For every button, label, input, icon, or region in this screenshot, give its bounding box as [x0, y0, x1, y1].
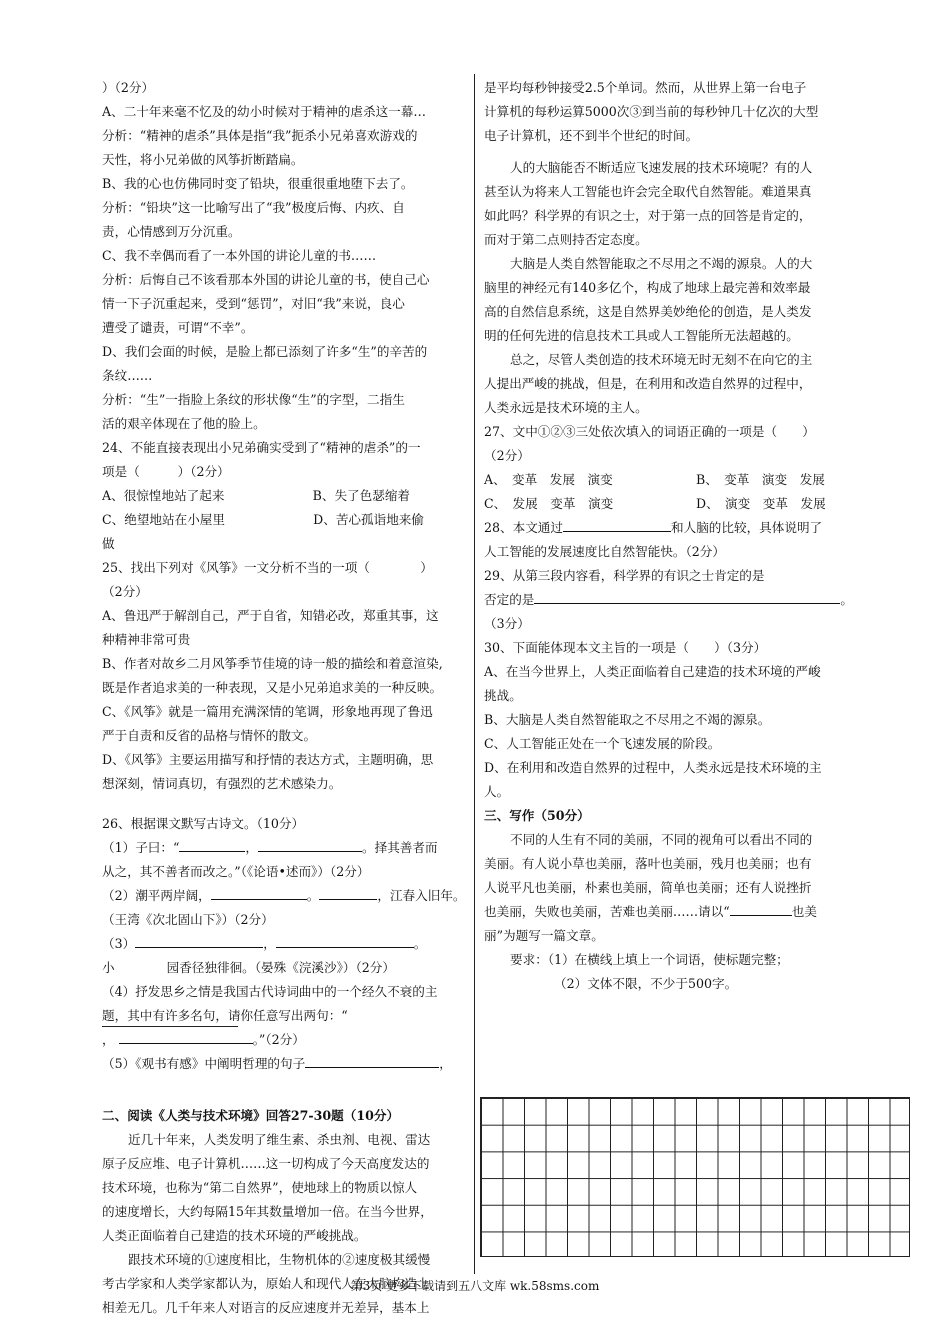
text-span: ， [245, 840, 259, 855]
question-30: 30、下面能体现本文主旨的一项是（ ）（3分） [484, 640, 767, 655]
option-a: A、在当今世界上，人类正面临着自己建造的技术环境的严峻 [484, 664, 821, 679]
text-span: 。”（2分） [252, 1032, 305, 1047]
text-line: 遭受了谴责，可谓“不幸”。 [102, 320, 254, 335]
text-line: 大脑是人类自然智能取之不尽用之不竭的源泉。人的大 [510, 256, 813, 271]
poem-line-2: 从之，其不善者而改之。”（《论语•述而》）（2分） [102, 864, 370, 879]
text-line: 挑战。 [484, 688, 522, 703]
column-divider [474, 74, 475, 1274]
text-line: 分析：“生”一指脸上条纹的形状像“生”的字型，二指生 [102, 392, 405, 407]
blank[interactable] [258, 837, 362, 852]
option-d: D、 演变 变革 发展 [696, 496, 826, 511]
writing-grid[interactable] [480, 1097, 910, 1257]
requirement-2: （2）文体不限，不少于500字。 [554, 976, 738, 991]
text-line: 而对于第二点则持否定态度。 [484, 232, 648, 247]
text-line: 脑里的神经元有140多亿个，构成了地球上最完善和效率最 [484, 280, 811, 295]
text-span: 小 [102, 960, 115, 975]
text-line: 分析：“铅块”这一比喻写出了“我”极度后悔、内疚、自 [102, 200, 405, 215]
text-line: 原子反应堆、电子计算机……这一切构成了今天高度发达的 [102, 1156, 430, 1171]
text-span: 。 [306, 888, 320, 903]
text-line: 责，心情感到万分沉重。 [102, 224, 241, 239]
text-line: 跟技术环境的①速度相比，生物机体的②速度极其缓慢 [128, 1252, 431, 1267]
text-line: 种精神非常可贵 [102, 632, 191, 647]
poem-line-1 [102, 836, 464, 860]
text-line: （2分） [484, 448, 530, 463]
text-line: A、鲁迅严于解剖自己，严于自省，知错必改，郑重其事，这 [102, 608, 439, 623]
left-column [102, 76, 464, 1320]
text-span: （2）潮平两岸阔， [102, 888, 211, 903]
blank[interactable] [135, 933, 263, 948]
text-line: 人说平凡也美丽，朴素也美丽，简单也美丽；还有人说挫折 [484, 880, 812, 895]
text-line: （3分） [484, 616, 530, 631]
text-span: ， [102, 1032, 115, 1047]
option-b: B、 变革 演变 发展 [696, 472, 825, 487]
text-span: （5）《观书有感》中阐明哲理的句子 [102, 1056, 306, 1071]
text-span: 。择其善者而 [362, 840, 438, 855]
option-d: D、在利用和改造自然界的过程中，人类永远是技术环境的主 [484, 760, 822, 775]
text-line [484, 588, 853, 612]
text-line: 明的任何先进的信息技术工具或人工智能所无法超越的。 [484, 328, 799, 343]
text-span: 。 [840, 592, 853, 607]
text-span: 28、本文通过 [484, 520, 563, 535]
text-span: 也美 [791, 904, 817, 919]
text-span: （1）子曰：“ [102, 840, 180, 855]
text-line: 人提出严峻的挑战，但是，在利用和改造自然界的过程中， [484, 376, 812, 391]
text-line: B、作者对故乡二月风筝季节佳境的诗一般的描绘和着意渲染, [102, 656, 443, 671]
option-b: B、大脑是人类自然智能取之不尽用之不竭的源泉。 [484, 712, 771, 727]
text-line: 是平均每秒钟接受2.5个单词。然而，从世界上第一台电子 [484, 80, 807, 95]
blank[interactable] [179, 837, 245, 852]
text-line: D、《风筝》主要运用描写和抒情的表达方式，主题明确，思 [102, 752, 434, 767]
text-line: ）（2分） [102, 80, 155, 95]
text-line: 人工智能的发展速度比自然智能快。（2分） [484, 544, 725, 559]
text-line: 人。 [484, 784, 510, 799]
separator-rule [102, 1026, 238, 1027]
blank[interactable] [305, 1053, 439, 1068]
text-line: C、我不幸偶而看了一本外国的讲论儿童的书…… [102, 248, 377, 263]
question-27: 27、文中①②③三处依次填入的词语正确的一项是（ ） [484, 424, 815, 439]
option-line: A、很惊惶地站了起来 B、失了色瑟缩着 [102, 488, 411, 503]
text-line: 分析：后悔自己不该看那本外国的讲论儿童的书，使自己心 [102, 272, 430, 287]
text-line: 人的大脑能否不断适应飞速发展的技术环境呢？有的人 [510, 160, 813, 175]
text-line: A、二十年来毫不忆及的幼小时候对于精神的虐杀这一幕… [102, 104, 426, 119]
text-line: 分析：“精神的虐杀”具体是指“我”扼杀小兄弟喜欢游戏的 [102, 128, 418, 143]
text-span: ， [439, 1056, 452, 1071]
option-line [484, 468, 850, 492]
option-c: C、 发展 变革 演变 [484, 496, 614, 511]
poem-line-4: （王湾《次北固山下》）（2分） [102, 912, 274, 927]
text-line: 总之，尽管人类创造的技术环境无时无刻不在向它的主 [510, 352, 813, 367]
text-line: 情一下子沉重起来，受到“惩罚”，对旧“我”来说，良心 [102, 296, 405, 311]
text-line: 丽”为题写一篇文章。 [484, 928, 604, 943]
question-25: 25、找出下列对《风筝》一文分析不当的一项（ ） [102, 560, 433, 575]
text-line: 近几十年来，人类发明了维生素、杀虫剂、电视、雷达 [128, 1132, 431, 1147]
page-footer: 第3页 更多下载请到五八文库 wk.58sms.com [350, 1279, 600, 1293]
poem-line-7: （4）抒发思乡之情是我国古代诗词曲中的一个经久不衰的主 [102, 984, 438, 999]
text-span: 和人脑的比较，具体说明了 [671, 520, 823, 535]
text-line: 做 [102, 536, 115, 551]
text-line: 相差无几。几千年来人对语言的反应速度并无差异，基本上 [102, 1300, 430, 1315]
poem-line-3 [102, 884, 464, 908]
text-span: 。 [413, 936, 427, 951]
text-span: 否定的是 [484, 592, 535, 607]
text-line: 条纹…… [102, 368, 153, 383]
blank[interactable] [563, 517, 671, 532]
text-line: B、我的心也仿佛同时变了铅块，很重很重地堕下去了。 [102, 176, 414, 191]
text-line: C、《风筝》就是一篇用充满深情的笔调，形象地再现了鲁迅 [102, 704, 433, 719]
poem-line-10 [102, 1052, 464, 1076]
option-c: C、人工智能正处在一个飞速发展的阶段。 [484, 736, 721, 751]
text-line: 的速度增长，大约每隔15年其数量增加一倍。在当今世界， [102, 1204, 433, 1219]
poem-line-5 [102, 932, 464, 956]
text-line: 甚至认为将来人工智能也许会完全取代自然智能。难道果真 [484, 184, 812, 199]
question-28 [484, 516, 850, 540]
poem-line-6 [102, 956, 464, 980]
text-line: 活的艰辛体现在了他的脸上。 [102, 416, 266, 431]
text-line: 美丽。有人说小草也美丽，落叶也美丽，残月也美丽；也有 [484, 856, 812, 871]
text-line: 计算机的每秒运算5000次③到当前的每秒钟几十亿次的大型 [484, 104, 819, 119]
title-blank[interactable] [730, 901, 792, 916]
option-a: A、 变革 发展 演变 [484, 472, 613, 487]
text-span: 园香径独徘徊。（晏殊《浣溪沙》）（2分） [166, 960, 395, 975]
poem-line-9 [102, 1028, 464, 1052]
text-line: D、我们会面的时候，是脸上都已添刻了许多“生”的辛苦的 [102, 344, 428, 359]
blank[interactable] [276, 933, 414, 948]
text-line: 技术环境，也称为“第二自然界”，使地球上的物质以惊人 [102, 1180, 418, 1195]
right-column [484, 76, 853, 996]
text-span: 也美丽，失败也美丽，苦难也美丽……请以“ [484, 904, 730, 919]
text-line: 考古学家和人类学家都认为，原始人和现代人在大脑构造上 [102, 1276, 430, 1291]
text-line: 如此吗？科学界的有识之士，对于第一点的回答是肯定的， [484, 208, 812, 223]
text-line: 人类永远是技术环境的主人。 [484, 400, 648, 415]
text-span: （3） [102, 936, 136, 951]
text-line: 想深刻，情词真切，有强烈的艺术感染力。 [102, 776, 342, 791]
text-line [484, 900, 850, 924]
text-line: 天性，将小兄弟做的风筝折断踏扁。 [102, 152, 304, 167]
section-heading-reading: 二、阅读《人类与技术环境》回答27-30题（10分） [102, 1108, 400, 1123]
question-24: 24、不能直接表现出小兄弟确实受到了“精神的虐杀”的一 [102, 440, 421, 455]
requirement-1: 要求：（1）在横线上填上一个词语，使标题完整； [510, 952, 789, 967]
text-line: 项是（ ）（2分） [102, 464, 230, 479]
question-26: 26、根据课文默写古诗文。（10分） [102, 816, 305, 831]
blank[interactable] [211, 885, 307, 900]
text-line: 电子计算机，还不到半个世纪的时间。 [484, 128, 699, 143]
text-span: ， [263, 936, 276, 951]
text-line: 既是作者追求美的一种表现，又是小兄弟追求美的一种反映。 [102, 680, 443, 695]
poem-line-8: 题，其中有许多名句，请你任意写出两句：“ [102, 1008, 348, 1023]
section-heading-writing: 三、写作（50分） [484, 808, 590, 823]
blank[interactable] [534, 589, 840, 604]
question-29: 29、从第三段内容看，科学界的有识之士肯定的是 [484, 568, 765, 583]
blank[interactable] [319, 885, 377, 900]
text-line: 人类正面临着自己建造的技术环境的严峻挑战。 [102, 1228, 367, 1243]
option-line: C、绝望地站在小屋里 D、苦心孤诣地来偷 [102, 512, 424, 527]
blank[interactable] [119, 1029, 253, 1044]
text-line: 不同的人生有不同的美丽，不同的视角可以看出不同的 [510, 832, 813, 847]
text-line: （2分） [102, 584, 148, 599]
text-span: ，江春入旧年。 [377, 888, 466, 903]
text-line: 严于自责和反省的品格与情怀的散文。 [102, 728, 317, 743]
text-line: 高的自然信息系统，这是自然界美妙绝伦的创造，是人类发 [484, 304, 812, 319]
option-line [484, 492, 850, 516]
